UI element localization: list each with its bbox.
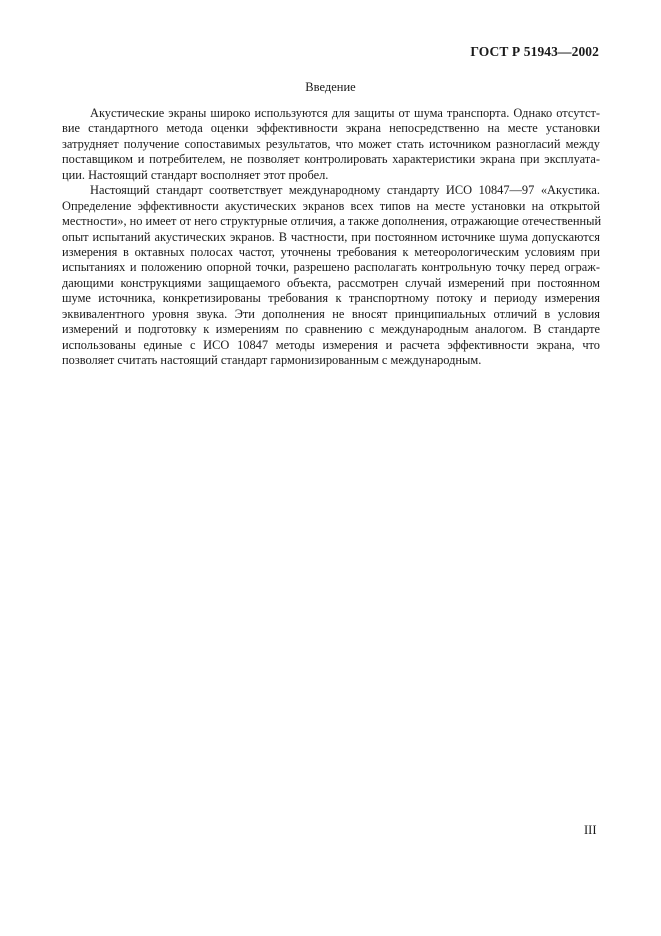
text-line: затрудняет получение сопоставимых результатов, что может стать источником разногласий между — [62, 136, 600, 151]
text-line: шуме источника, конкретизированы требования к транспортному потоку и периоду измерения — [62, 291, 600, 306]
text-line: опыт испытаний акустических экранов. В частности, при постоянном источнике шума допускаются — [62, 229, 600, 244]
section-title: Введение — [305, 80, 356, 94]
text-line: Акустические экраны широко используются для защиты от шума транспорта. Однако отсутст- — [90, 106, 600, 120]
text-line: поставщиком и потребителем, не позволяет контролировать характеристики экрана при эксплуата- — [62, 152, 600, 167]
text-line: измерения в октавных полосах частот, уточнены требования к метеорологическим условиям при — [62, 244, 600, 259]
text-line: ции. Настоящий стандарт восполняет этот пробел. — [62, 167, 329, 182]
page-number: III — [584, 823, 597, 837]
text-line: позволяет считать настоящий стандарт гармонизированным с международным. — [62, 353, 482, 367]
text-line: Определение эффективности акустических экранов всех типов на месте установки на открытой — [62, 198, 600, 213]
text-line: использованы единые с ИСО 10847 методы измерения и расчета эффективности экрана, что — [62, 337, 600, 352]
text-line: эквивалентного уровня звука. Эти дополнения не вносят принципиальных отличий в условия — [62, 306, 600, 321]
text-line: местности», но имеет от него структурные отличия, а также дополнения, отражающие отечественный — [62, 214, 602, 229]
text-line: измерений и подготовку к измерениям по сравнению с международным аналогом. В стандарте — [62, 322, 600, 337]
document-standard-id: ГОСТ Р 51943—2002 — [470, 44, 599, 59]
body-text — [62, 106, 600, 368]
text-line: вие стандартного метода оценки эффективности экрана непосредственно на месте установки — [62, 121, 600, 136]
paragraph-2 — [62, 183, 600, 368]
text-line: дающими конструкциями защищаемого объекта, рассмотрен случай измерений при постоянном — [62, 275, 600, 290]
text-line: Настоящий стандарт соответствует международному стандарту ИСО 10847—97 «Акустика. — [90, 183, 600, 198]
text-line: испытаниях и положению опорной точки, разрешено располагать контрольную точку перед ограж- — [62, 260, 600, 275]
paragraph-1 — [62, 106, 600, 183]
